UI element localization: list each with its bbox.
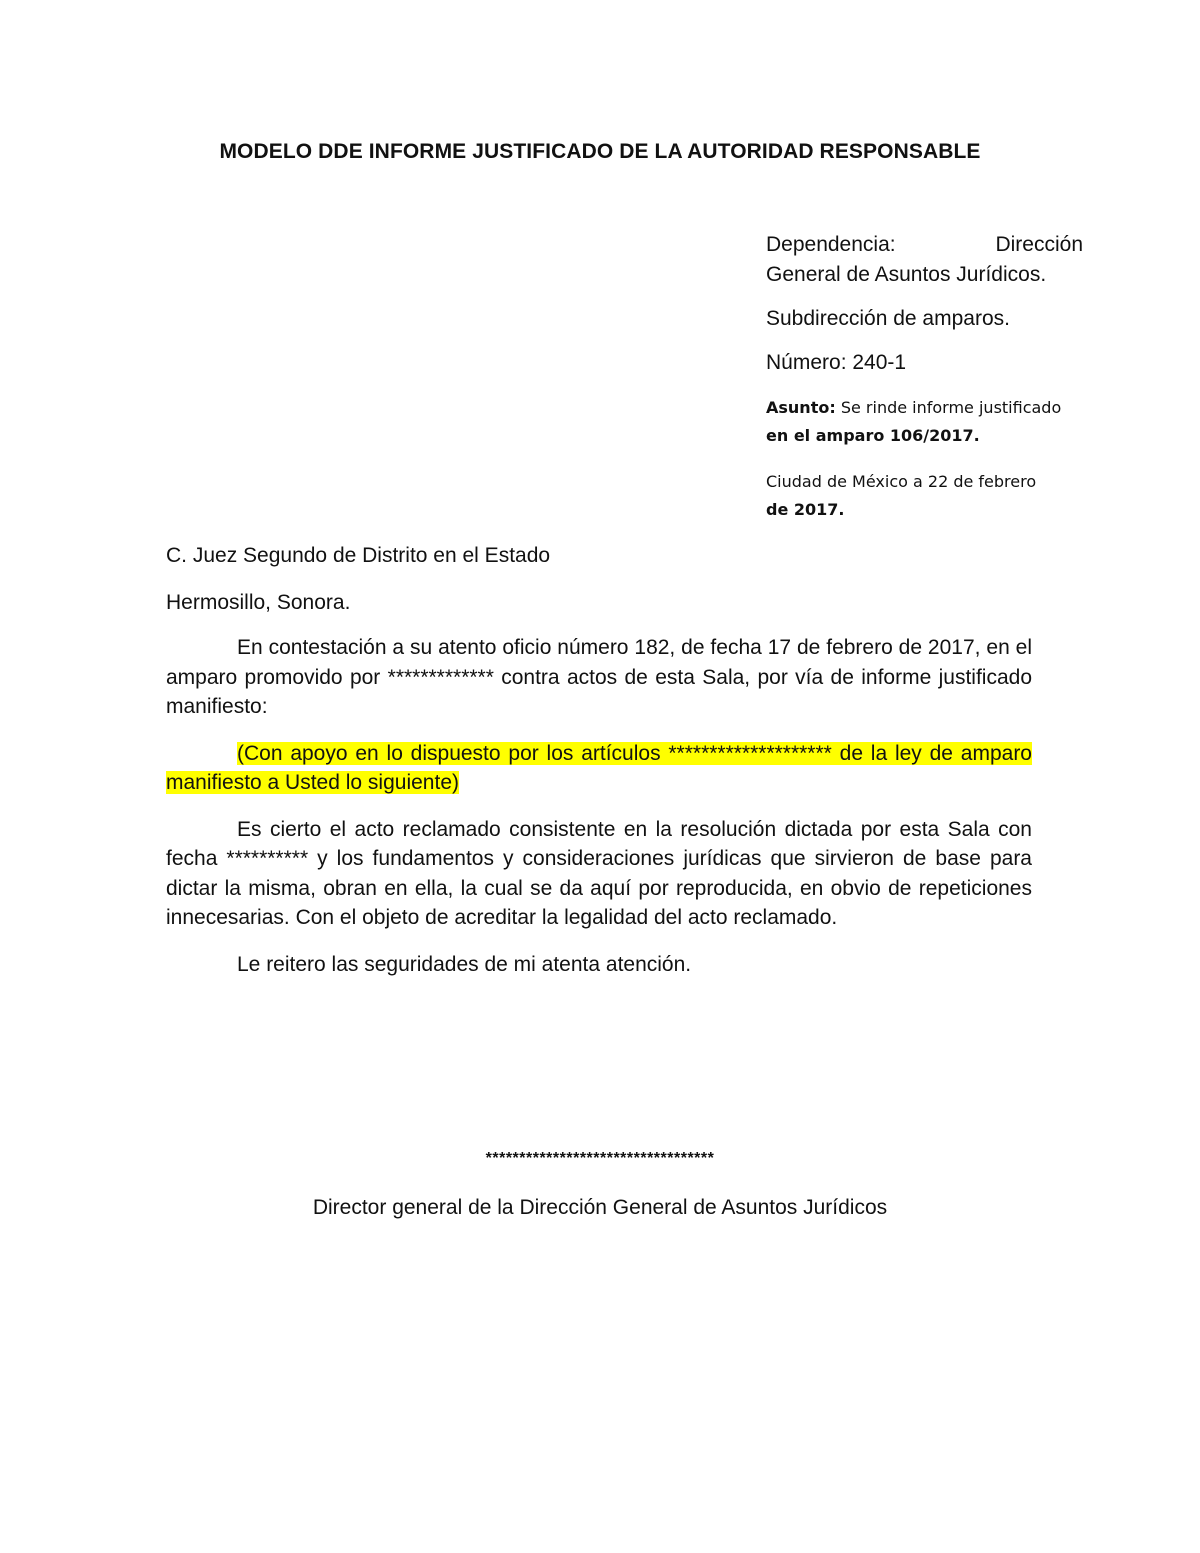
dependencia-value-2: General de Asuntos Jurídicos. (766, 263, 1047, 286)
letter-body (166, 633, 1032, 979)
fecha-year: de 2017. (766, 500, 845, 519)
paragraph-2 (166, 739, 1032, 798)
dependencia-value-1: Dirección (995, 233, 1083, 256)
subdireccion: Subdirección de amparos. (766, 307, 1010, 330)
paragraph-1: En contestación a su atento oficio número 182, de fecha 17 de febrero de 2017, en el amparo promovido por ************* contra actos de esta Sala, por vía de informe justificado manifiesto: (166, 636, 1032, 718)
signature-name: Director general de la Dirección General de Asuntos Jurídicos (312, 1196, 888, 1219)
paragraph-4: Le reitero las seguridades de mi atenta atención. (237, 952, 692, 976)
document-title: MODELO DDE INFORME JUSTIFICADO DE LA AUTORIDAD RESPONSABLE (219, 140, 981, 163)
asunto-text-2: en el amparo 106/2017. (766, 426, 980, 445)
highlighted-text: (Con apoyo en lo dispuesto por los artículos ******************** de la ley de amparo manifiesto a Usted lo siguiente) (166, 741, 1032, 794)
addressee-line-2: Hermosillo, Sonora. (166, 590, 351, 614)
header-block (766, 230, 1083, 524)
asunto-text: Se rinde informe justificado (840, 398, 1062, 417)
numero: Número: 240-1 (766, 351, 907, 374)
fecha-line: Ciudad de México a 22 de febrero (766, 472, 1037, 491)
asunto-line (766, 394, 1083, 422)
dependencia-label: Dependencia: (766, 233, 896, 256)
addressee-line-1: C. Juez Segundo de Distrito en el Estado (166, 544, 551, 567)
addressee-block (166, 541, 1032, 617)
dependencia-line (766, 230, 1083, 260)
asunto-label: Asunto: (766, 398, 836, 417)
signature-placeholder: ********************************** (485, 1150, 715, 1167)
paragraph-3: Es cierto el acto reclamado consistente en la resolución dictada por esta Sala con fecha ********** y los fundamentos y consideraciones jurídicas que sirvieron de base para dictar la misma, obran en ella, la cual se da aquí por reproducida, en obvio de repeticiones innecesarias. Con el objeto de acreditar la legalidad del acto reclamado. (166, 817, 1032, 929)
